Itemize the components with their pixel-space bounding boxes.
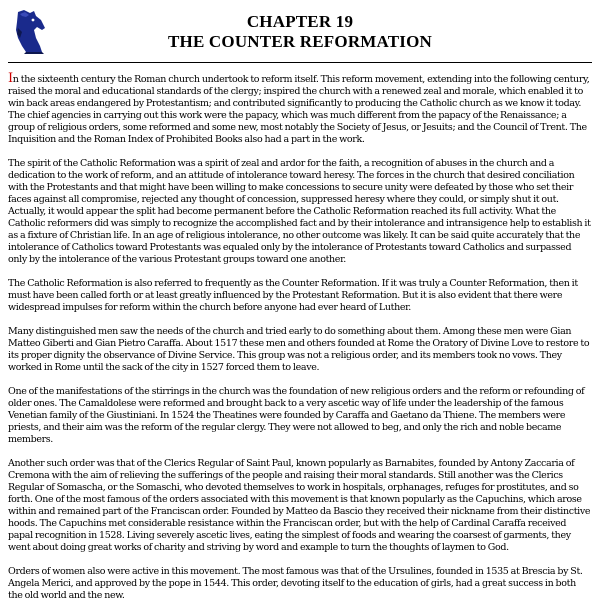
chapter-body	[8, 73, 592, 600]
horizontal-divider	[8, 62, 592, 63]
paragraph-5: One of the manifestations of the stirrings in the church was the foundation of new religious orders and the reform or refounding of older ones. The Camaldolese were reformed and brought back to a very ascetic way of life under the leadership of the famous Venetian family of the Giustiniani. In 1524 the Theatines were founded by Caraffa and Gaetano da Thiene. The members were priests, and their aim was the reform of the regular clergy. They were not allowed to beg, and only the rich and noble became members.	[8, 386, 585, 445]
paragraph-2: The spirit of the Catholic Reformation was a spirit of zeal and ardor for the faith, a recognition of abuses in the church and a dedication to the work of reform, and an attitude of intolerance toward heresy. The forces in the church that desired conciliation with the Protestants and that might have been willing to make concessions to secure unity were defeated by those who set their faces against all compromise, rejected any thought of concession, suppressed heresy where they could, or simply shut it out. Actually, it would appear the split had become permanent before the Catholic Reformation reached its full activity. What the Catholic reformers did was simply to recognize the accomplished fact and by their intolerance and intransigence help to establish it as a fixture of Christian life. In an age of religious intolerance, no other outcome was likely. It can be said quite accurately that the intolerance of Catholics toward Protestants was equaled only by the intolerance of Protestants toward Catholics and surpassed only by the intolerance of the various Protestant groups toward one another.	[8, 158, 591, 265]
paragraph-1-text: n the sixteenth century the Roman church undertook to reform itself. This reform movement, extending into the following century, raised the moral and educational standards of the clergy; inspired the church with a renewed zeal and morale, which enabled it to win back areas endangered by Protestantism; and contributed significantly to producing the Catholic church as we know it today. The chief agencies in carrying out this work were the papacy, which was much different from the papacy of the Renaissance; a group of religious orders, some reformed and some new, most notably the Society of Jesus, or Jesuits; and the Council of Trent. The Inquisition and the Roman Index of Prohibited Books also had a part in the work.	[8, 74, 590, 145]
paragraph-3: The Catholic Reformation is also referred to frequently as the Counter Reformation. If it was truly a Counter Reformation, then it must have been called forth or at least greatly influenced by the Protestant Reformation. But it is also evident that there were widespread impulses for reform within the church before anyone had ever heard of Luther.	[8, 278, 578, 313]
paragraph-6: Another such order was that of the Clerics Regular of Saint Paul, known popularly as Barnabites, founded by Antony Zaccaria of Cremona with the aim of relieving the sufferings of the people and raising their moral standards. Still another was the Clerics Regular of Somascha, or the Somaschi, who devoted themselves to work in hospitals, orphanages, refuges for prostitutes, and so forth. One of the most famous of the orders associated with this movement is that known popularly as the Capuchins, which arose within and remained part of the Franciscan order. Founded by Matteo da Bascio they received their nickname from their distinctive hoods. The Capuchins met considerable resistance within the Franciscan order, but with the help of Cardinal Caraffa received papal recognition in 1528. Living severely ascetic lives, eating the simplest of foods and wearing the coarsest of garments, they went about doing great works of charity and striving by word and example to turn the thoughts of laymen to God.	[8, 458, 591, 553]
paragraph-7: Orders of women also were active in this movement. The most famous was that of the Ursulines, founded in 1535 at Brescia by St. Angela Merici, and approved by the pope in 1544. This order, devoting itself to the education of girls, had a great success in both the old world and the new.	[8, 566, 583, 600]
drop-cap: I	[8, 71, 13, 86]
chapter-header	[0, 12, 600, 52]
paragraph-4: Many distinguished men saw the needs of the church and tried early to do something about them. Among these men were Gian Matteo Giberti and Gian Pietro Caraffa. About 1517 these men and others founded at Rome the Oratory of Divine Love to restore to its proper dignity the observance of Divine Service. This group was not a religious order, and its members took no vows. They worked in Rome until the sack of the city in 1527 forced them to leave.	[8, 326, 590, 373]
page-title: THE COUNTER REFORMATION	[167, 32, 433, 51]
paragraph-1	[8, 73, 592, 146]
chapter-number: CHAPTER 19	[246, 12, 354, 31]
